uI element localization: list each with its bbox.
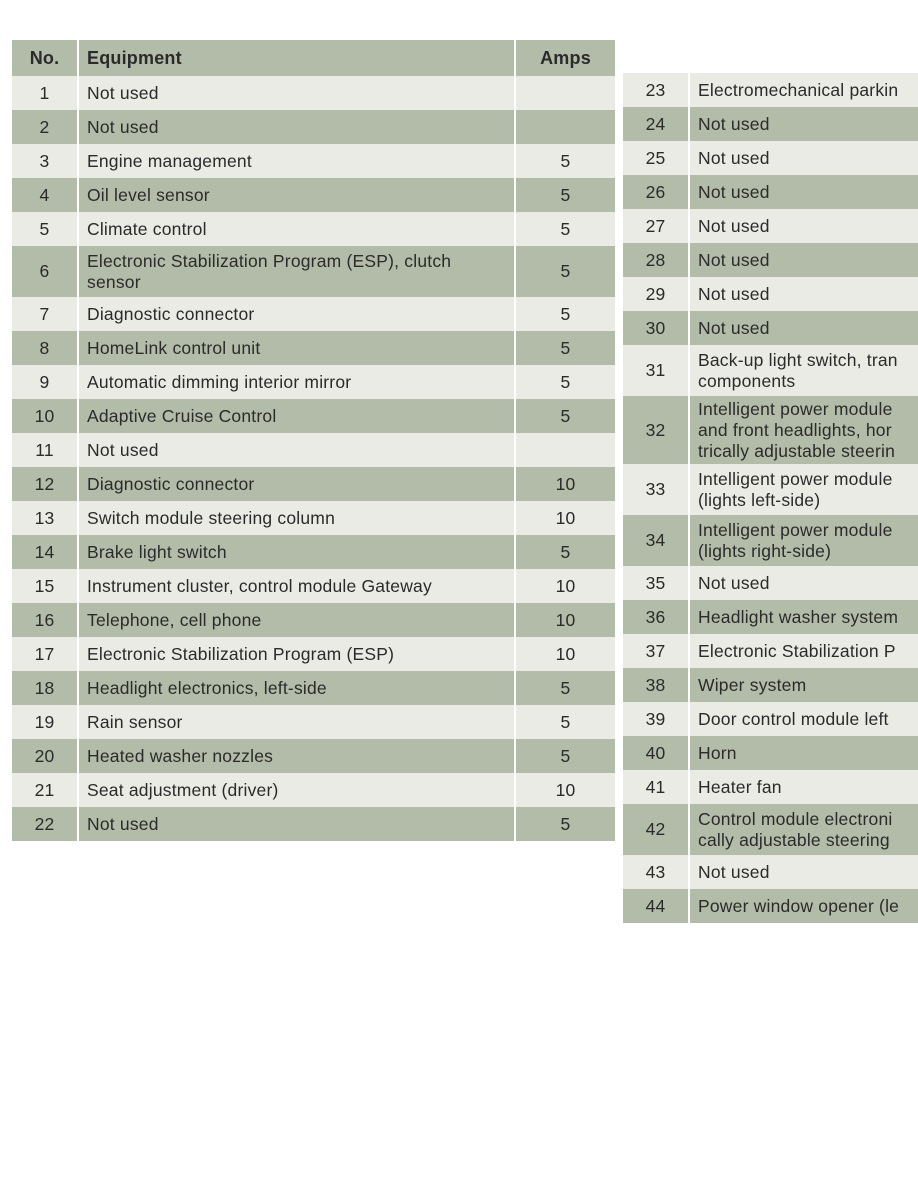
equipment-name xyxy=(689,464,918,515)
equipment-name: Not used xyxy=(78,76,515,110)
equipment-name: Wiper system xyxy=(689,668,918,702)
table-row xyxy=(623,175,918,209)
header-no: No. xyxy=(12,40,78,76)
table-row xyxy=(623,243,918,277)
table-row xyxy=(12,76,615,110)
fuse-number: 11 xyxy=(12,433,78,467)
equipment-name: Seat adjustment (driver) xyxy=(78,773,515,807)
equipment-name xyxy=(689,396,918,464)
table-row xyxy=(12,297,615,331)
fuse-number: 44 xyxy=(623,889,689,923)
equipment-name: Not used xyxy=(78,110,515,144)
fuse-number: 15 xyxy=(12,569,78,603)
equipment-name-line: Control module electroni xyxy=(698,808,893,829)
table-row xyxy=(12,399,615,433)
fuse-number: 35 xyxy=(623,566,689,600)
table-row xyxy=(12,246,615,297)
equipment-name-line: and front headlights, hor xyxy=(698,419,892,440)
amperage: 5 xyxy=(515,739,615,773)
table-row xyxy=(623,702,918,736)
table-row xyxy=(623,634,918,668)
equipment-name: Not used xyxy=(689,175,918,209)
amperage: 5 xyxy=(515,671,615,705)
amperage: 5 xyxy=(515,297,615,331)
equipment-name: Not used xyxy=(689,277,918,311)
amperage xyxy=(515,433,615,467)
fuse-number: 8 xyxy=(12,331,78,365)
fuse-number: 20 xyxy=(12,739,78,773)
amperage: 5 xyxy=(515,144,615,178)
equipment-name-line: components xyxy=(698,370,796,391)
fuse-number: 31 xyxy=(623,345,689,396)
fuse-number: 42 xyxy=(623,804,689,855)
fuse-number: 7 xyxy=(12,297,78,331)
table-row xyxy=(623,311,918,345)
fuse-number: 10 xyxy=(12,399,78,433)
table-row xyxy=(623,141,918,175)
equipment-name-line: cally adjustable steering xyxy=(698,829,890,850)
table-row xyxy=(623,736,918,770)
table-row xyxy=(623,396,918,464)
fuse-number: 14 xyxy=(12,535,78,569)
table-row xyxy=(12,178,615,212)
equipment-name: Climate control xyxy=(78,212,515,246)
amperage xyxy=(515,110,615,144)
equipment-name: Diagnostic connector xyxy=(78,467,515,501)
equipment-name: Headlight electronics, left-side xyxy=(78,671,515,705)
table-row xyxy=(12,773,615,807)
fuse-number: 36 xyxy=(623,600,689,634)
equipment-name-line: Back-up light switch, tran xyxy=(698,349,898,370)
table-row xyxy=(623,107,918,141)
equipment-name: Engine management xyxy=(78,144,515,178)
table-row xyxy=(12,212,615,246)
equipment-name: Brake light switch xyxy=(78,535,515,569)
amperage: 10 xyxy=(515,569,615,603)
fuse-number: 29 xyxy=(623,277,689,311)
equipment-name-line: Intelligent power module xyxy=(698,398,893,419)
equipment-name: Not used xyxy=(78,807,515,841)
amperage xyxy=(515,76,615,110)
amperage: 5 xyxy=(515,331,615,365)
equipment-name: Heater fan xyxy=(689,770,918,804)
fuse-number: 18 xyxy=(12,671,78,705)
equipment-name: Not used xyxy=(689,855,918,889)
fuse-number: 3 xyxy=(12,144,78,178)
table-row xyxy=(12,807,615,841)
equipment-name: Telephone, cell phone xyxy=(78,603,515,637)
equipment-name: Not used xyxy=(78,433,515,467)
table-row xyxy=(623,855,918,889)
fuse-table-right xyxy=(623,73,918,923)
fuse-number: 34 xyxy=(623,515,689,566)
equipment-name: Switch module steering column xyxy=(78,501,515,535)
table-row xyxy=(12,671,615,705)
table-row xyxy=(623,804,918,855)
fuse-number: 23 xyxy=(623,73,689,107)
table-row xyxy=(623,73,918,107)
table-row xyxy=(623,600,918,634)
fuse-number: 37 xyxy=(623,634,689,668)
equipment-name: Not used xyxy=(689,243,918,277)
header-equipment: Equipment xyxy=(78,40,515,76)
equipment-name: Not used xyxy=(689,209,918,243)
fuse-number: 40 xyxy=(623,736,689,770)
table-row xyxy=(12,467,615,501)
table-row xyxy=(623,515,918,566)
fuse-number: 1 xyxy=(12,76,78,110)
amperage: 10 xyxy=(515,637,615,671)
fuse-number: 17 xyxy=(12,637,78,671)
table-row xyxy=(623,209,918,243)
equipment-name: Adaptive Cruise Control xyxy=(78,399,515,433)
fuse-number: 19 xyxy=(12,705,78,739)
fuse-number: 43 xyxy=(623,855,689,889)
fuse-number: 16 xyxy=(12,603,78,637)
fuse-number: 27 xyxy=(623,209,689,243)
table-row xyxy=(12,569,615,603)
table-row xyxy=(623,277,918,311)
fuse-number: 28 xyxy=(623,243,689,277)
amperage: 10 xyxy=(515,603,615,637)
equipment-name xyxy=(689,804,918,855)
table-row xyxy=(623,889,918,923)
equipment-name: Not used xyxy=(689,141,918,175)
amperage: 5 xyxy=(515,365,615,399)
fuse-number: 32 xyxy=(623,396,689,464)
table-row xyxy=(623,566,918,600)
fuse-number: 9 xyxy=(12,365,78,399)
amperage: 10 xyxy=(515,501,615,535)
equipment-name: Electronic Stabilization Program (ESP) xyxy=(78,637,515,671)
header-amps: Amps xyxy=(515,40,615,76)
equipment-name: Not used xyxy=(689,566,918,600)
equipment-name: Rain sensor xyxy=(78,705,515,739)
table-row xyxy=(12,535,615,569)
equipment-name: Headlight washer system xyxy=(689,600,918,634)
table-row xyxy=(12,637,615,671)
table-row xyxy=(12,365,615,399)
fuse-number: 24 xyxy=(623,107,689,141)
table-row xyxy=(12,501,615,535)
equipment-name: Oil level sensor xyxy=(78,178,515,212)
table-row xyxy=(12,603,615,637)
amperage: 10 xyxy=(515,467,615,501)
amperage: 5 xyxy=(515,212,615,246)
amperage: 5 xyxy=(515,705,615,739)
equipment-name: Door control module left xyxy=(689,702,918,736)
fuse-number: 21 xyxy=(12,773,78,807)
fuse-number: 41 xyxy=(623,770,689,804)
fuse-number: 4 xyxy=(12,178,78,212)
equipment-name-line: Intelligent power module xyxy=(698,468,893,489)
equipment-name: Automatic dimming interior mirror xyxy=(78,365,515,399)
equipment-name: Not used xyxy=(689,311,918,345)
equipment-name-line: (lights left-side) xyxy=(698,489,821,510)
table-header-row xyxy=(12,40,615,76)
equipment-name-line: trically adjustable steerin xyxy=(698,440,896,461)
fuse-number: 12 xyxy=(12,467,78,501)
table-row xyxy=(623,464,918,515)
fuse-number: 39 xyxy=(623,702,689,736)
amperage: 5 xyxy=(515,178,615,212)
equipment-name: Electromechanical parkin xyxy=(689,73,918,107)
equipment-name: Heated washer nozzles xyxy=(78,739,515,773)
fuse-table-left xyxy=(12,40,615,841)
fuse-number: 30 xyxy=(623,311,689,345)
amperage: 10 xyxy=(515,773,615,807)
fuse-number: 25 xyxy=(623,141,689,175)
fuse-number: 13 xyxy=(12,501,78,535)
equipment-name: Horn xyxy=(689,736,918,770)
table-row xyxy=(12,433,615,467)
amperage: 5 xyxy=(515,535,615,569)
equipment-name: Not used xyxy=(689,107,918,141)
table-row xyxy=(623,345,918,396)
fuse-number: 33 xyxy=(623,464,689,515)
table-row xyxy=(623,668,918,702)
equipment-name xyxy=(689,345,918,396)
fuse-number: 38 xyxy=(623,668,689,702)
equipment-name xyxy=(689,515,918,566)
fuse-number: 2 xyxy=(12,110,78,144)
fuse-number: 26 xyxy=(623,175,689,209)
equipment-name-line: Intelligent power module xyxy=(698,519,893,540)
table-row xyxy=(623,770,918,804)
fuse-number: 6 xyxy=(12,246,78,297)
fuse-number: 5 xyxy=(12,212,78,246)
table-row xyxy=(12,110,615,144)
equipment-name: Electronic Stabilization Program (ESP), clutch sensor xyxy=(78,246,515,297)
equipment-name-line: (lights right-side) xyxy=(698,540,832,561)
amperage: 5 xyxy=(515,399,615,433)
equipment-name: Electronic Stabilization P xyxy=(689,634,918,668)
equipment-name: HomeLink control unit xyxy=(78,331,515,365)
table-row xyxy=(12,144,615,178)
equipment-name: Diagnostic connector xyxy=(78,297,515,331)
amperage: 5 xyxy=(515,246,615,297)
table-row xyxy=(12,331,615,365)
fuse-number: 22 xyxy=(12,807,78,841)
table-row xyxy=(12,739,615,773)
equipment-name: Power window opener (le xyxy=(689,889,918,923)
equipment-name: Instrument cluster, control module Gateway xyxy=(78,569,515,603)
amperage: 5 xyxy=(515,807,615,841)
table-row xyxy=(12,705,615,739)
